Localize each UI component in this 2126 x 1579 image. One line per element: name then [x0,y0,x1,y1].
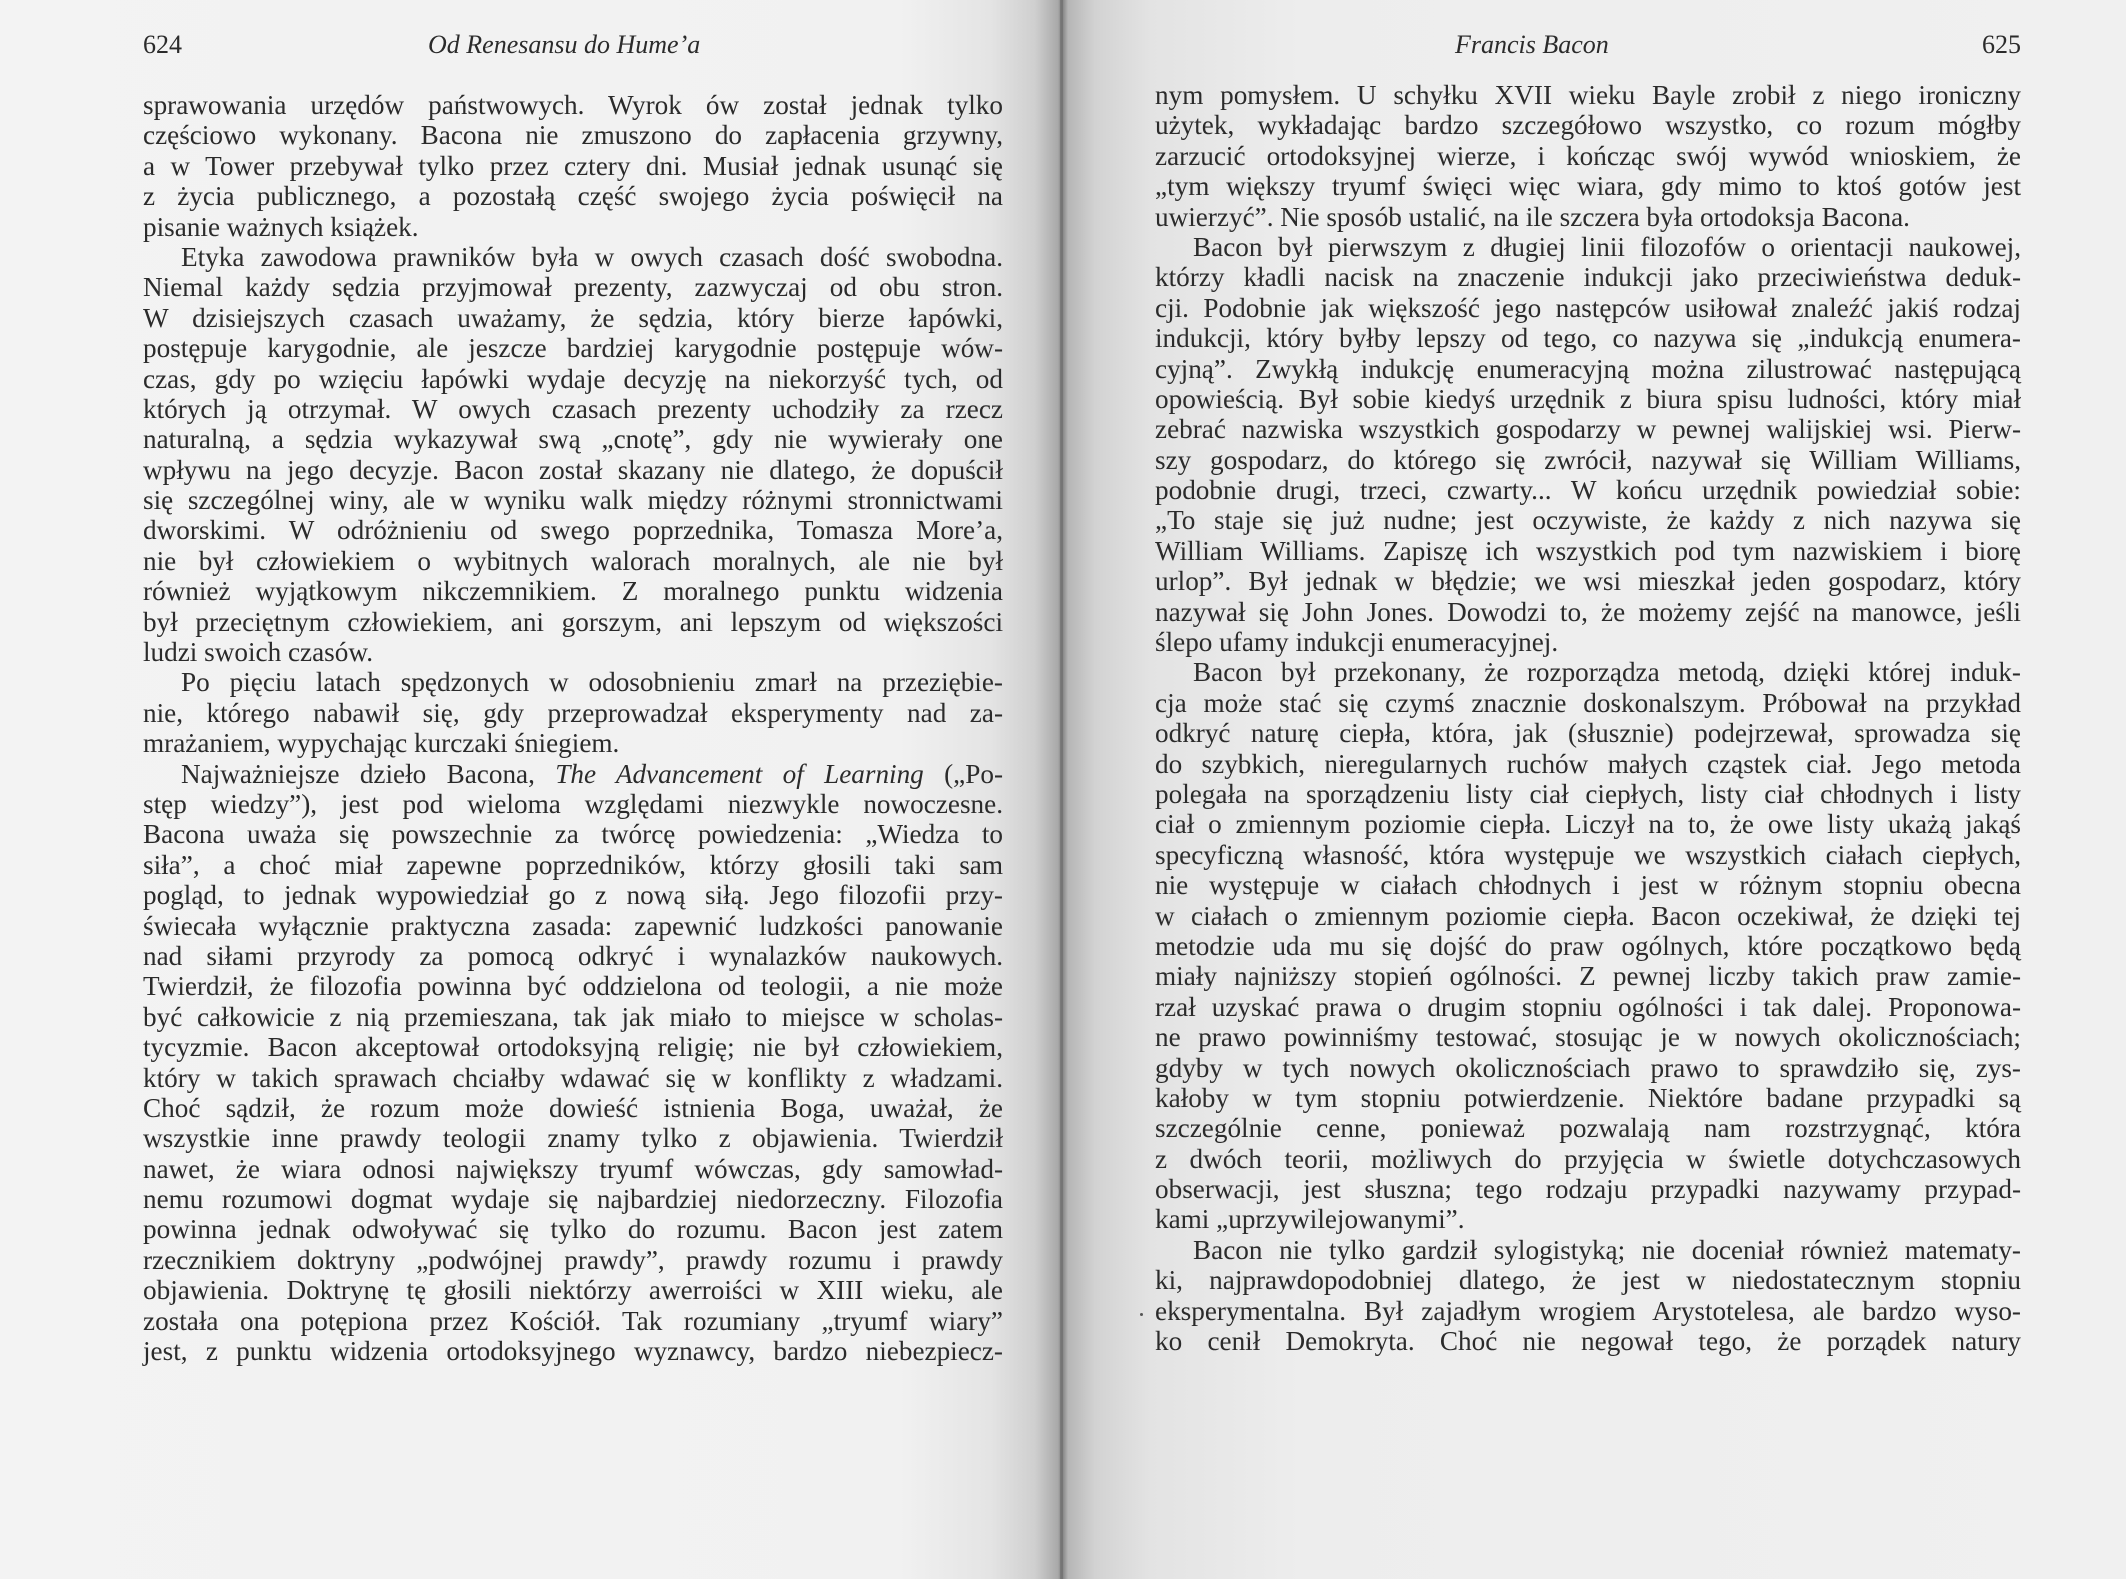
text-line: naturalną, a sędzia wykazywał swą „cnotę”, gdy nie wywierały one [143,424,1003,455]
text-line: ślepo ufamy indukcji enumeracyjnej. [1155,627,1559,658]
text-line: „tym większy tryumf święci więc wiara, gdy mimo to ktoś gotów jest [1155,171,2021,202]
text-line: eksperymentalna. Był zajadłym wrogiem Arystotelesa, ale bardzo wyso- [1155,1295,2021,1326]
text-line: cji. Podobnie jak większość jego następców usiłował znaleźć jakiś rodzaj [1155,292,2021,323]
text-line: metodzie uda mu się dojść do praw ogólnych, które początkowo będą [1155,930,2021,961]
text-line: wszystkie inne prawdy teologii znamy tylko z objawienia. Twierdził [143,1123,1003,1154]
text-line: ludzi swoich czasów. [143,637,374,668]
text-line: szczególnie cenne, ponieważ pozwalają nam rozstrzygnąć, która [1155,1113,2021,1144]
text-line: stęp wiedzy”), jest pod wieloma względami niezwykle nowoczesne. [143,788,1003,819]
text-line: urlop”. Był jednak w błędzie; we wsi mieszkał jeden gospodarz, który [1155,566,2021,597]
text-line: W dzisiejszych czasach uważamy, że sędzia, który bierze łapówki, [143,302,1003,333]
left-page-body [143,90,1003,1366]
text-line: również wyjątkowym nikczemnikiem. Z moralnego punktu widzenia [143,576,1003,607]
text-line: wpływu na jego decyzje. Bacon został skazany nie dlatego, że dopuścił [143,454,1003,485]
text-line: Po pięciu latach spędzonych w odosobnieniu zmarł na przeziębie- [181,667,1003,698]
text-line: z życia publicznego, a pozostałą część swojego życia poświęcił na [143,181,1003,212]
text-line: Niemal każdy sędzia przyjmował prezenty, zazwyczaj od obu stron. [143,272,1003,303]
text-line: do szybkich, nieregularnych ruchów małych cząstek ciał. Jego metoda [1155,748,2021,779]
text-line: tycyzmie. Bacon akceptował ortodoksyjną religię; nie był człowiekiem, [143,1032,1003,1063]
text-line: który w takich sprawach chciałby wdawać się w konflikty z władzami. [143,1062,1003,1093]
text-line: ko cenił Demokryta. Choć nie negował tego, że porządek natury [1155,1326,2021,1357]
text-line: gdyby w tych nowych okolicznościach prawo to sprawdziło się, zys- [1155,1052,2021,1083]
text-line: podobnie drugi, trzeci, czwarty... W końcu urzędnik powiedział sobie: [1155,475,2021,506]
text-line: mrażaniem, wypychając kurczaki śniegiem. [143,728,620,759]
text-line: dworskimi. W odróżnieniu od swego poprzednika, Tomasza More’a, [143,515,1003,546]
text-line: zebrać nazwiska wszystkich gospodarzy w pewnej walijskiej wsi. Pierw- [1155,414,2021,445]
right-page [1155,0,2021,1579]
text-line: nawet, że wiara odnosi największy tryumf wówczas, gdy samowład- [143,1153,1003,1184]
text-line: pogląd, to jednak wypowiedział go z nową siłą. Jego filozofii przy- [143,880,1003,911]
text-line: zarzucić ortodoksyjnej wierze, i kończąc swój wywód wnioskiem, że [1155,140,2021,171]
page-number: 625 [1982,30,2021,59]
text-line: których ją otrzymał. W owych czasach prezenty uchodziły za rzecz [143,393,1003,424]
text-line: pisanie ważnych książek. [143,211,419,242]
text-line: polegała na sporządzeniu listy ciał ciepłych, listy ciał chłodnych i listy [1155,778,2021,809]
running-title: Od Renesansu do Hume’a [428,30,701,59]
text-line: Najważniejsze dzieło Bacona, The Advancement of Learning („Po- [181,758,1003,789]
text-line: świecała wyłącznie praktyczna zasada: zapewnić ludzkości panowanie [143,910,1003,941]
text-line: nemu rozumowi dogmat wydaje się najbardziej niedorzeczny. Filozofia [143,1184,1003,1215]
text-line: ne prawo powinniśmy testować, stosując je w nowych okolicznościach; [1155,1022,2021,1053]
text-line: jest, z punktu widzenia ortodoksyjnego wyznawcy, bardzo niebezpiecz- [143,1336,1003,1367]
text-line: użytek, wykładając bardzo szczegółowo wszystko, co rozum mógłby [1155,110,2021,141]
text-line: z dwóch teorii, możliwych do przyjęcia w świetle dotychczasowych [1155,1143,2021,1174]
text-line: czas, gdy po wzięciu łapówki wydaje decyzję na niekorzyść tych, od [143,363,1003,394]
left-page-header [143,30,1003,70]
text-line: cyjną”. Zwykłą indukcję enumeracyjną można zilustrować następującą [1155,353,2021,384]
text-line: częściowo wykonany. Bacona nie zmuszono do zapłacenia grzywny, [143,120,1003,151]
page-number: 624 [143,30,182,59]
text-line: Bacon nie tylko gardził sylogistyką; nie doceniał również matematy- [1193,1234,2021,1265]
text-line: kami „uprzywilejowanymi”. [1155,1204,1465,1235]
text-line: siła”, a choć miał zapewne poprzedników, którzy głosili taki sam [143,849,1003,880]
right-page-header [1155,30,2021,70]
text-line: indukcji, który byłby lepszy od tego, co nazywa się „indukcją enumera- [1155,323,2021,354]
right-page-body [1155,80,2021,1356]
text-line: nym pomysłem. U schyłku XVII wieku Bayle zrobił z niego ironiczny [1155,80,2021,110]
text-line: kałoby w tym stopniu potwierdzenie. Niektóre badane przypadki są [1155,1082,2021,1113]
text-line: nie był człowiekiem o wybitnych walorach moralnych, ale nie był [143,545,1003,576]
text-line: rzecznikiem doktryny „podwójnej prawdy”, prawdy rozumu i prawdy [143,1244,1003,1275]
text-line: był przeciętnym człowiekiem, ani gorszym, ani lepszym od większości [143,606,1003,637]
text-line: specyficzną własność, która występuje we wszystkich ciałach ciepłych, [1155,839,2021,870]
text-line: postępuje karygodnie, ale jeszcze bardziej karygodnie postępuje wów- [143,333,1003,364]
text-line: nie występuje w ciałach chłodnych i jest w różnym stopniu obecna [1155,870,2021,901]
text-line: Bacon był pierwszym z długiej linii filozofów o orientacji naukowej, [1193,231,2021,262]
text-line: została ona potępiona przez Kościół. Tak rozumiany „tryumf wiary” [143,1305,1003,1336]
text-line: uwierzyć”. Nie sposób ustalić, na ile szczera była ortodoksja Bacona. [1155,201,1910,232]
text-line: Bacona uważa się powszechnie za twórcę powiedzenia: „Wiedza to [143,819,1003,850]
text-line: rzał uzyskać prawa o drugim stopniu ogólności i tak dalej. Proponowa- [1155,991,2021,1022]
text-line: Bacon był przekonany, że rozporządza metodą, dzięki której induk- [1193,657,2021,688]
text-line: miały najniższy stopień ogólności. Z pewnej liczby takich praw zamie- [1155,961,2021,992]
book-title: The Advancement of Learning [555,758,924,789]
text-line: w ciałach o zmiennym poziomie ciepła. Bacon oczekiwał, że dzięki tej [1155,900,2021,931]
text-line: być całkowicie z nią przemieszana, tak jak miało to miejsce w scholas- [143,1001,1003,1032]
text-line: William Williams. Zapiszę ich wszystkich pod tym nazwiskiem i biorę [1155,535,2021,566]
text-line: odkryć naturę ciepła, która, jak (słusznie) podejrzewał, sprowadza się [1155,718,2021,749]
text-line: obserwacji, jest słuszna; tego rodzaju przypadki nazywamy przypad- [1155,1174,2021,1205]
text-line: nazywał się John Jones. Dowodzi to, że możemy zejść na manowce, jeśli [1155,596,2021,627]
text-line: Etyka zawodowa prawników była w owych czasach dość swobodna. [181,241,1003,272]
text-line: szy gospodarz, do którego się zwrócił, nazywał się William Williams, [1155,444,2021,475]
text-line: Twierdził, że filozofia powinna być oddzielona od teologii, a nie może [143,971,1003,1002]
text-line: ciał o zmiennym poziomie ciepła. Liczył na to, że owe listy ukażą jakąś [1155,809,2021,840]
text-line: nad siłami przyrody za pomocą odkryć i wynalazków naukowych. [143,940,1003,971]
text-line: powinna jednak odwoływać się tylko do rozumu. Bacon jest zatem [143,1214,1003,1245]
text-line: sprawowania urzędów państwowych. Wyrok ów został jednak tylko [143,90,1003,120]
text-line: Choć sądził, że rozum może dowieść istnienia Boga, uważał, że [143,1092,1003,1123]
text-line: którzy kładli nacisk na znaczenie indukcji jako przeciwieństwa deduk- [1155,262,2021,293]
text-line: nie, którego nabawił się, gdy przeprowadzał eksperymenty nad za- [143,697,1003,728]
text-line: opowieścią. Był sobie kiedyś urzędnik z biura spisu ludności, który miał [1155,383,2021,414]
text-line: objawienia. Doktrynę tę głosili niektórzy awerroiści w XIII wieku, ale [143,1275,1003,1306]
book-spine [1060,0,1063,1579]
text-line: ki, najprawdopodobniej dlatego, że jest w niedostatecznym stopniu [1155,1265,2021,1296]
margin-dot [1140,1313,1143,1316]
text-line: a w Tower przebywał tylko przez cztery dni. Musiał jednak usunąć się [143,150,1003,181]
text-line: cja może stać się czymś znacznie doskonalszym. Próbował na przykład [1155,687,2021,718]
running-title: Francis Bacon [1455,30,1609,59]
text-line: się szczególnej winy, ale w wyniku walk między różnymi stronnictwami [143,485,1003,516]
text-line: „To staje się już nudne; jest oczywiste, że każdy z nich nazywa się [1155,505,2021,536]
left-page [143,0,1003,1579]
